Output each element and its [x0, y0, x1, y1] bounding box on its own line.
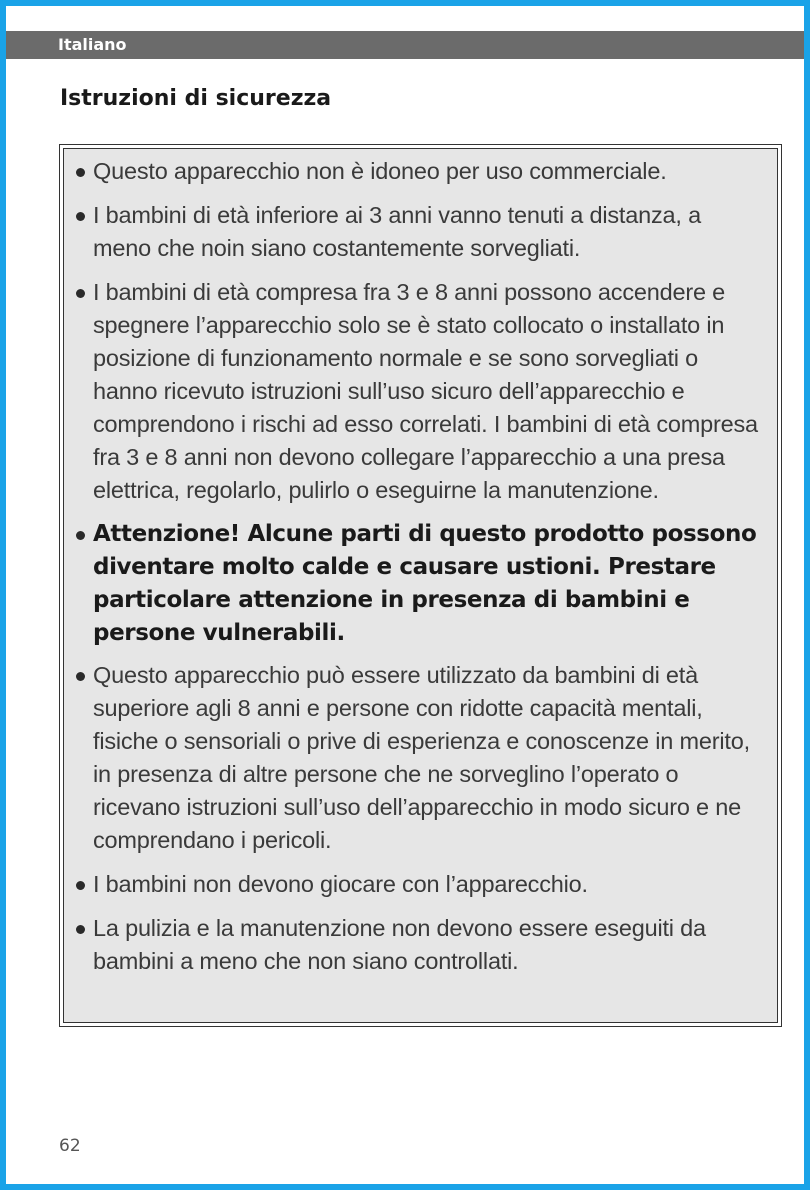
- safety-item-warning-hot-parts: [76, 518, 763, 650]
- safety-item-commercial-use: [76, 155, 763, 188]
- safety-item-text: I bambini di età inferiore ai 3 anni vanno tenuti a distanza, a meno che noin siano costantemente sorvegliati.: [93, 202, 701, 261]
- safety-instructions-box: [59, 144, 782, 1027]
- safety-item-text: Attenzione! Alcune parti di questo prodotto possono diventare molto calde e causare ustioni. Prestare particolare attenzione in presenza di bambini e persone vulnerabili.: [93, 521, 757, 646]
- bullet-icon: [76, 881, 85, 890]
- language-label: Italiano: [58, 35, 127, 54]
- safety-item-text: Questo apparecchio può essere utilizzato da bambini di età superiore agli 8 anni e persone con ridotte capacità mentali, fisiche o sensoriali o prive di esperienza e conoscenze in merito, in presenza di altre persone che ne sorveglino l’operato o ricevano istruzioni sull’uso dell’apparecchio in modo sicuro e ne comprendano i pericoli.: [93, 662, 750, 853]
- bullet-icon: [76, 212, 85, 221]
- safety-list: [76, 155, 763, 978]
- safety-instructions-panel: [63, 148, 778, 1023]
- safety-item-children-3-to-8: [76, 276, 763, 507]
- safety-item-children-over-8: [76, 659, 763, 857]
- bullet-icon: [76, 672, 85, 681]
- section-title: Istruzioni di sicurezza: [60, 86, 332, 111]
- safety-item-text: Questo apparecchio non è idoneo per uso commerciale.: [93, 158, 667, 184]
- language-header-bar: [6, 31, 804, 59]
- safety-item-text: La pulizia e la manutenzione non devono essere eseguiti da bambini a meno che non siano controllati.: [93, 915, 706, 974]
- safety-item-children-under-3: [76, 199, 763, 265]
- page-number: 62: [59, 1136, 81, 1156]
- safety-item-text: I bambini di età compresa fra 3 e 8 anni possono accendere e spegnere l’apparecchio solo se è stato collocato o installato in posizione di funzionamento normale e se sono sorvegliati o hanno ricevuto istruzioni sull’uso sicuro dell’apparecchio e comprendono i rischi ad esso correlati. I bambini di età compresa fra 3 e 8 anni non devono collegare l’apparecchio a una presa elettrica, regolarlo, pulirlo o eseguirne la manutenzione.: [93, 279, 758, 503]
- bullet-icon: [76, 531, 85, 540]
- bullet-icon: [76, 289, 85, 298]
- bullet-icon: [76, 925, 85, 934]
- safety-item-text: I bambini non devono giocare con l’apparecchio.: [93, 871, 588, 897]
- safety-item-no-playing: [76, 868, 763, 901]
- safety-item-cleaning: [76, 912, 763, 978]
- bullet-icon: [76, 168, 85, 177]
